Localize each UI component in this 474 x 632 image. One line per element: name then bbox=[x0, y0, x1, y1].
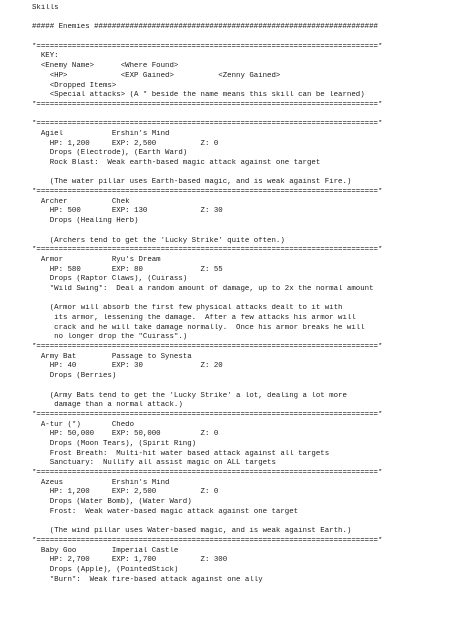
separator-line: *=============================================================================* bbox=[32, 100, 383, 109]
text-line: Drops (Apple), (PointedStick) bbox=[32, 565, 179, 574]
blank-line bbox=[32, 111, 474, 121]
text-line: (The water pillar uses Earth-based magic, and is weak against Fire.) bbox=[32, 178, 352, 187]
text-line: crack and he will take damage normally. Once his armor breaks he will bbox=[32, 323, 365, 332]
text-line: (Archers tend to get the 'Lucky Strike' quite often.) bbox=[32, 236, 285, 245]
separator-line: *=============================================================================* bbox=[32, 120, 383, 129]
text-line: <Dropped Items> bbox=[32, 81, 117, 90]
separator-line: *=============================================================================* bbox=[32, 42, 383, 51]
text-line: its armor, lessening the damage. After a few attacks his armor will bbox=[32, 314, 356, 322]
text-line: A-tur (*) Chedo bbox=[32, 420, 135, 429]
text-line: <Enemy Name> <Where Found> bbox=[32, 62, 179, 71]
text-line: Drops (Raptor Claws), (Cuirass) bbox=[32, 275, 188, 284]
separator-line: *=============================================================================* bbox=[32, 246, 383, 255]
text-line: <Special attacks> (A * beside the name means this skill can be learned) bbox=[32, 91, 365, 100]
text-line: Archer Chek bbox=[32, 197, 130, 206]
text-line: HP: 50,000 EXP: 50,000 Z: 0 bbox=[32, 430, 219, 439]
text-line: Baby Goo Imperial Castle bbox=[32, 546, 179, 555]
text-line: Armor Ryu's Dream bbox=[32, 255, 161, 264]
text-line: KEY: bbox=[32, 52, 59, 61]
text-line: Drops (Electrode), (Earth Ward) bbox=[32, 149, 188, 158]
text-line: (Army Bats tend to get the 'Lucky Strike' a lot, dealing a lot more bbox=[32, 391, 347, 400]
text-line: HP: 500 EXP: 130 Z: 30 bbox=[32, 207, 223, 216]
text-line: Azeus Ershin's Mind bbox=[32, 478, 170, 487]
text-line: *Burn*: Weak fire-based attack against one ally bbox=[32, 575, 263, 584]
text-line: HP: 40 EXP: 30 Z: 20 bbox=[32, 362, 223, 371]
text-line: Rock Blast: Weak earth-based magic attack against one target bbox=[32, 159, 321, 167]
text-line: Frost Breath: Multi-hit water based attack against all targets bbox=[32, 449, 330, 458]
blank-line bbox=[32, 382, 474, 392]
text-line: HP: 1,200 EXP: 2,500 Z: 0 bbox=[32, 488, 219, 497]
text-line: damage than a normal attack.) bbox=[32, 401, 183, 410]
page-title: Skills bbox=[32, 4, 59, 12]
separator-line: *=============================================================================* bbox=[32, 536, 383, 545]
separator-line: *=============================================================================* bbox=[32, 469, 383, 477]
blank-line bbox=[32, 227, 474, 237]
text-line: Agiel Ershin's Mind bbox=[32, 129, 170, 138]
separator-line: *=============================================================================* bbox=[32, 188, 383, 197]
text-line: Drops (Berries) bbox=[32, 372, 117, 381]
blank-line bbox=[32, 169, 474, 179]
text-line: Sanctuary: Nullify all assist magic on ALL targets bbox=[32, 459, 276, 468]
separator-line: *=============================================================================* bbox=[32, 343, 383, 352]
text-line: Army Bat Passage to Synesta bbox=[32, 352, 192, 361]
text-line: HP: 1,200 EXP: 2,500 Z: 0 bbox=[32, 139, 219, 148]
text-line: no longer drop the "Cuirass".) bbox=[32, 333, 188, 342]
section-heading: ##### Enemies ################################################################ bbox=[32, 23, 378, 32]
text-line: Drops (Healing Herb) bbox=[32, 217, 139, 226]
text-line: (The wind pillar uses Water-based magic, and is weak against Earth.) bbox=[32, 527, 352, 536]
text-line: *Wild Swing*: Deal a random amount of damage, up to 2x the normal amount bbox=[32, 284, 374, 293]
text-line: Drops (Water Bomb), (Water Ward) bbox=[32, 498, 192, 507]
text-line: HP: 2,700 EXP: 1,700 Z: 300 bbox=[32, 556, 228, 565]
blank-line bbox=[32, 33, 474, 43]
text-line: <HP> <EXP Gained> <Zenny Gained> bbox=[32, 71, 281, 80]
document-body bbox=[32, 23, 474, 585]
text-line: HP: 580 EXP: 80 Z: 55 bbox=[32, 265, 223, 274]
text-line: (Armor will absorb the first few physical attacks dealt to it with bbox=[32, 304, 343, 313]
blank-line bbox=[32, 295, 474, 305]
separator-line: *=============================================================================* bbox=[32, 410, 383, 419]
text-line: Frost: Weak water-based magic attack against one target bbox=[32, 507, 299, 516]
blank-line bbox=[32, 517, 474, 527]
text-line: Drops (Moon Tears), (Spirit Ring) bbox=[32, 439, 197, 448]
